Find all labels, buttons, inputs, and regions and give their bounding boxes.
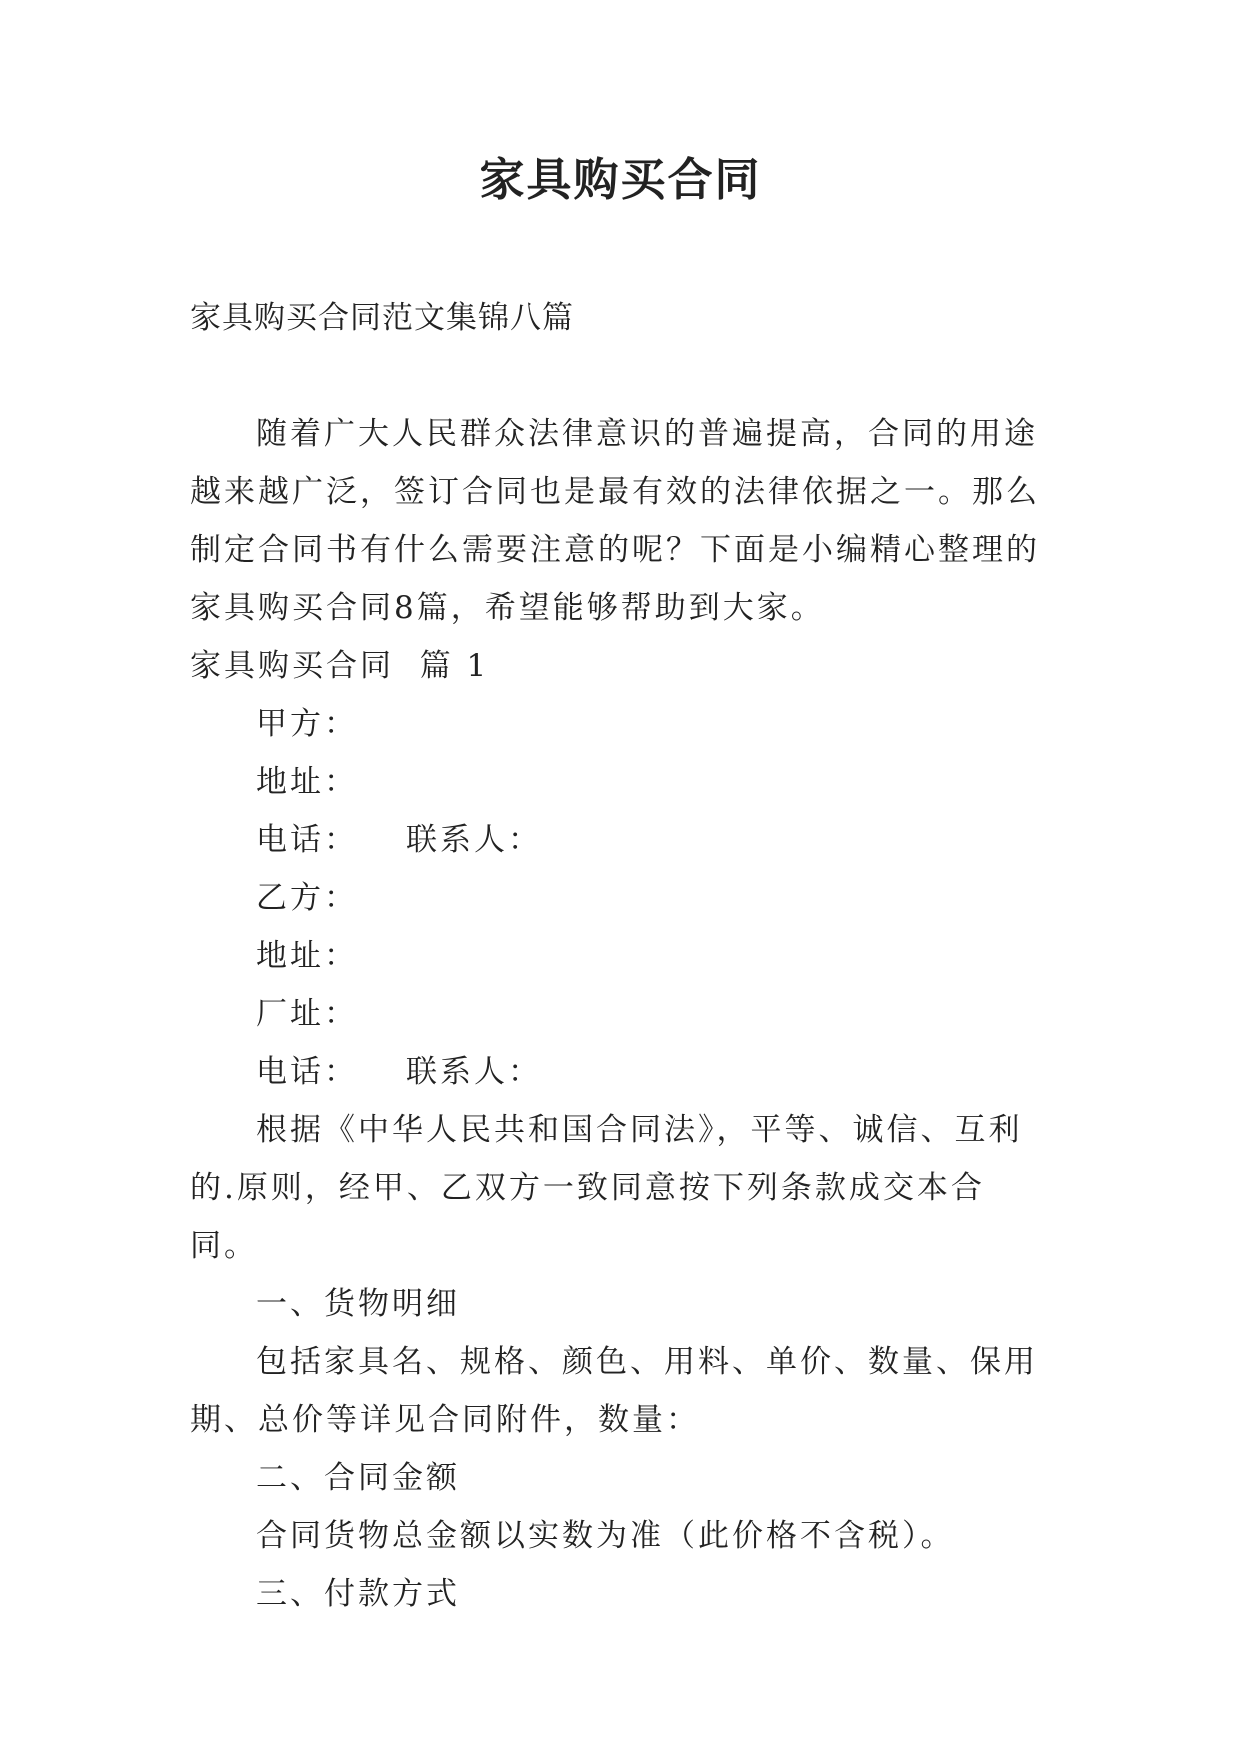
document-body bbox=[190, 405, 1050, 1623]
party-a-phone-label: 电话： bbox=[256, 822, 358, 858]
party-a-label: 甲方： bbox=[256, 706, 358, 742]
party-b-factory-label: 厂址： bbox=[256, 996, 358, 1032]
clause-heading: 一、货物明细 bbox=[256, 1286, 460, 1322]
clause-heading: 二、合同金额 bbox=[256, 1460, 460, 1496]
document-title: 家具购买合同 bbox=[479, 153, 762, 206]
party-b-address-label: 地址： bbox=[256, 938, 358, 974]
intro-paragraph: 随着广大人民群众法律意识的普遍提高，合同的用途越来越广泛，签订合同也是最有效的法律依据之一。那么制定合同书有什么需要注意的呢？下面是小编精心整理的家具购买合同8篇，希望能够帮助到大家。 bbox=[190, 416, 1040, 626]
clause-text: 包括家具名、规格、颜色、用料、单价、数量、保用期、总价等详见合同附件，数量： bbox=[190, 1344, 1038, 1438]
party-a-contact-label: 联系人： bbox=[406, 822, 542, 858]
clause-text: 合同货物总金额以实数为准（此价格不含税）。 bbox=[256, 1518, 955, 1554]
preamble-paragraph: 根据《中华人民共和国合同法》，平等、诚信、互利的.原则，经甲、乙双方一致同意按下列条款成交本合同。 bbox=[190, 1112, 1023, 1264]
party-b-contact-line bbox=[190, 1043, 1050, 1101]
party-a-contact-line bbox=[190, 811, 1050, 869]
party-b-label: 乙方： bbox=[256, 880, 358, 916]
clause-heading: 三、付款方式 bbox=[256, 1576, 460, 1612]
party-a-address-label: 地址： bbox=[256, 764, 358, 800]
party-b-phone-label: 电话： bbox=[256, 1054, 358, 1090]
party-b-contact-label: 联系人： bbox=[406, 1054, 542, 1090]
document-subtitle: 家具购买合同范文集锦八篇 bbox=[190, 300, 574, 336]
section-heading: 家具购买合同 篇 1 bbox=[190, 648, 490, 684]
